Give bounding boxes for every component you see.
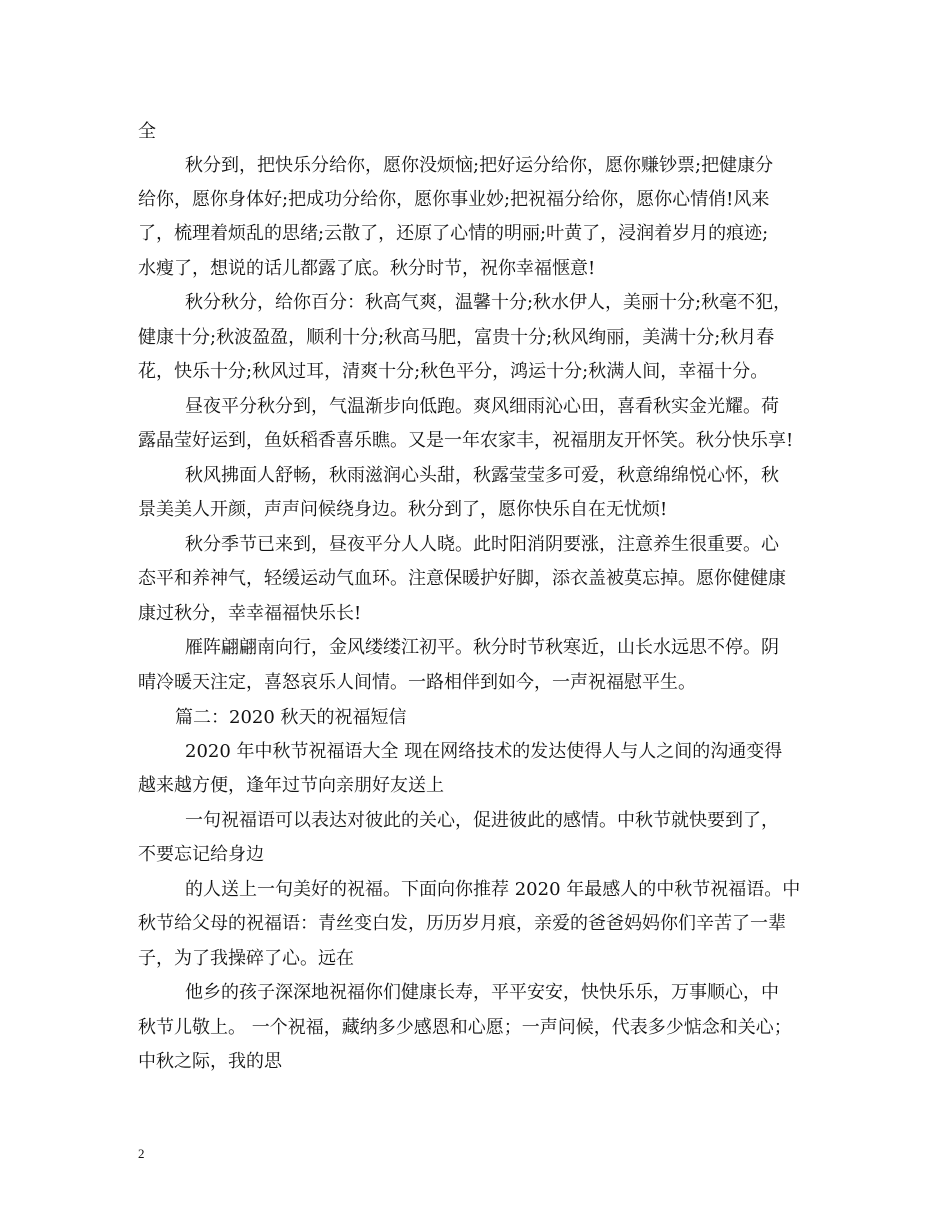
text-line-3: 给你，愿你身体好;把成功分给你，愿你事业妙;把祝福分给你，愿你心情俏!风来 xyxy=(138,189,770,210)
text-line-20: 越来越方便，逢年过节向亲朋好友送上 xyxy=(138,775,444,796)
text-line-25: 子，为了我操碎了心。远在 xyxy=(138,948,354,969)
text-line-8: 花，快乐十分;秋风过耳，清爽十分;秋色平分，鸿运十分;秋满人间，幸福十分。 xyxy=(138,361,769,382)
text-line-1: 全 xyxy=(138,121,156,142)
text-line-24: 秋节给父母的祝福语：青丝变白发，历历岁月痕，亲爱的爸爸妈妈你们辛苦了一辈 xyxy=(138,913,786,934)
text-line-7: 健康十分;秋波盈盈，顺利十分;秋高马肥，富贵十分;秋风绚丽，美满十分;秋月春 xyxy=(138,327,775,348)
text-line-10: 露晶莹好运到，鱼妖稻香喜乐瞧。又是一年农家丰，祝福朋友开怀笑。秋分快乐享! xyxy=(138,430,794,451)
text-line-15: 康过秋分，幸幸福福快乐长! xyxy=(138,603,362,624)
page-number: 2 xyxy=(138,1146,145,1161)
text-line-28: 中秋之际，我的思 xyxy=(138,1051,282,1072)
text-line-11: 秋风拂面人舒畅，秋雨滋润心头甜，秋露莹莹多可爱，秋意绵绵悦心怀，秋 xyxy=(185,465,779,486)
text-line-12: 景美美人开颜，声声问候绕身边。秋分到了，愿你快乐自在无忧烦! xyxy=(138,499,668,520)
text-line-16: 雁阵翩翩南向行，金风缕缕江初平。秋分时节秋寒近，山长水远思不停。阴 xyxy=(185,637,779,658)
text-line-19: 2020 年中秋节祝福语大全 现在网络技术的发达使得人与人之间的沟通变得 xyxy=(185,741,783,762)
text-line-4: 了，梳理着烦乱的思绪;云散了，还原了心情的明丽;叶黄了，浸润着岁月的痕迹; xyxy=(138,223,769,244)
text-line-27: 秋节儿敬上。 一个祝福，藏纳多少感恩和心愿；一声问候，代表多少惦念和关心； xyxy=(138,1017,792,1038)
text-line-9: 昼夜平分秋分到，气温渐步向低跑。爽风细雨沁心田，喜看秋实金光耀。荷 xyxy=(185,396,779,417)
text-line-23: 的人送上一句美好的祝福。下面向你推荐 2020 年最感人的中秋节祝福语。中 xyxy=(185,879,801,900)
text-line-6: 秋分秋分，给你百分：秋高气爽，温馨十分;秋水伊人，美丽十分;秋毫不犯， xyxy=(185,292,792,313)
text-line-5: 水瘦了，想说的话儿都露了底。秋分时节，祝你幸福惬意! xyxy=(138,258,596,279)
section-heading: 篇二：2020 秋天的祝福短信 xyxy=(175,707,407,728)
text-line-26: 他乡的孩子深深地祝福你们健康长寿，平平安安，快快乐乐，万事顺心，中 xyxy=(185,982,779,1003)
text-line-2: 秋分到，把快乐分给你，愿你没烦恼;把好运分给你，愿你赚钞票;把健康分 xyxy=(185,155,774,176)
text-line-14: 态平和养神气，轻缓运动气血环。注意保暖护好脚，添衣盖被莫忘掉。愿你健健康 xyxy=(138,568,786,589)
text-line-13: 秋分季节已来到，昼夜平分人人晓。此时阳消阴要涨，注意养生很重要。心 xyxy=(185,534,779,555)
text-line-22: 不要忘记给身边 xyxy=(138,844,264,865)
text-line-17: 晴冷暖天注定，喜怒哀乐人间情。一路相伴到如今，一声祝福慰平生。 xyxy=(138,672,696,693)
text-line-21: 一句祝福语可以表达对彼此的关心，促进彼此的感情。中秋节就快要到了， xyxy=(185,810,779,831)
